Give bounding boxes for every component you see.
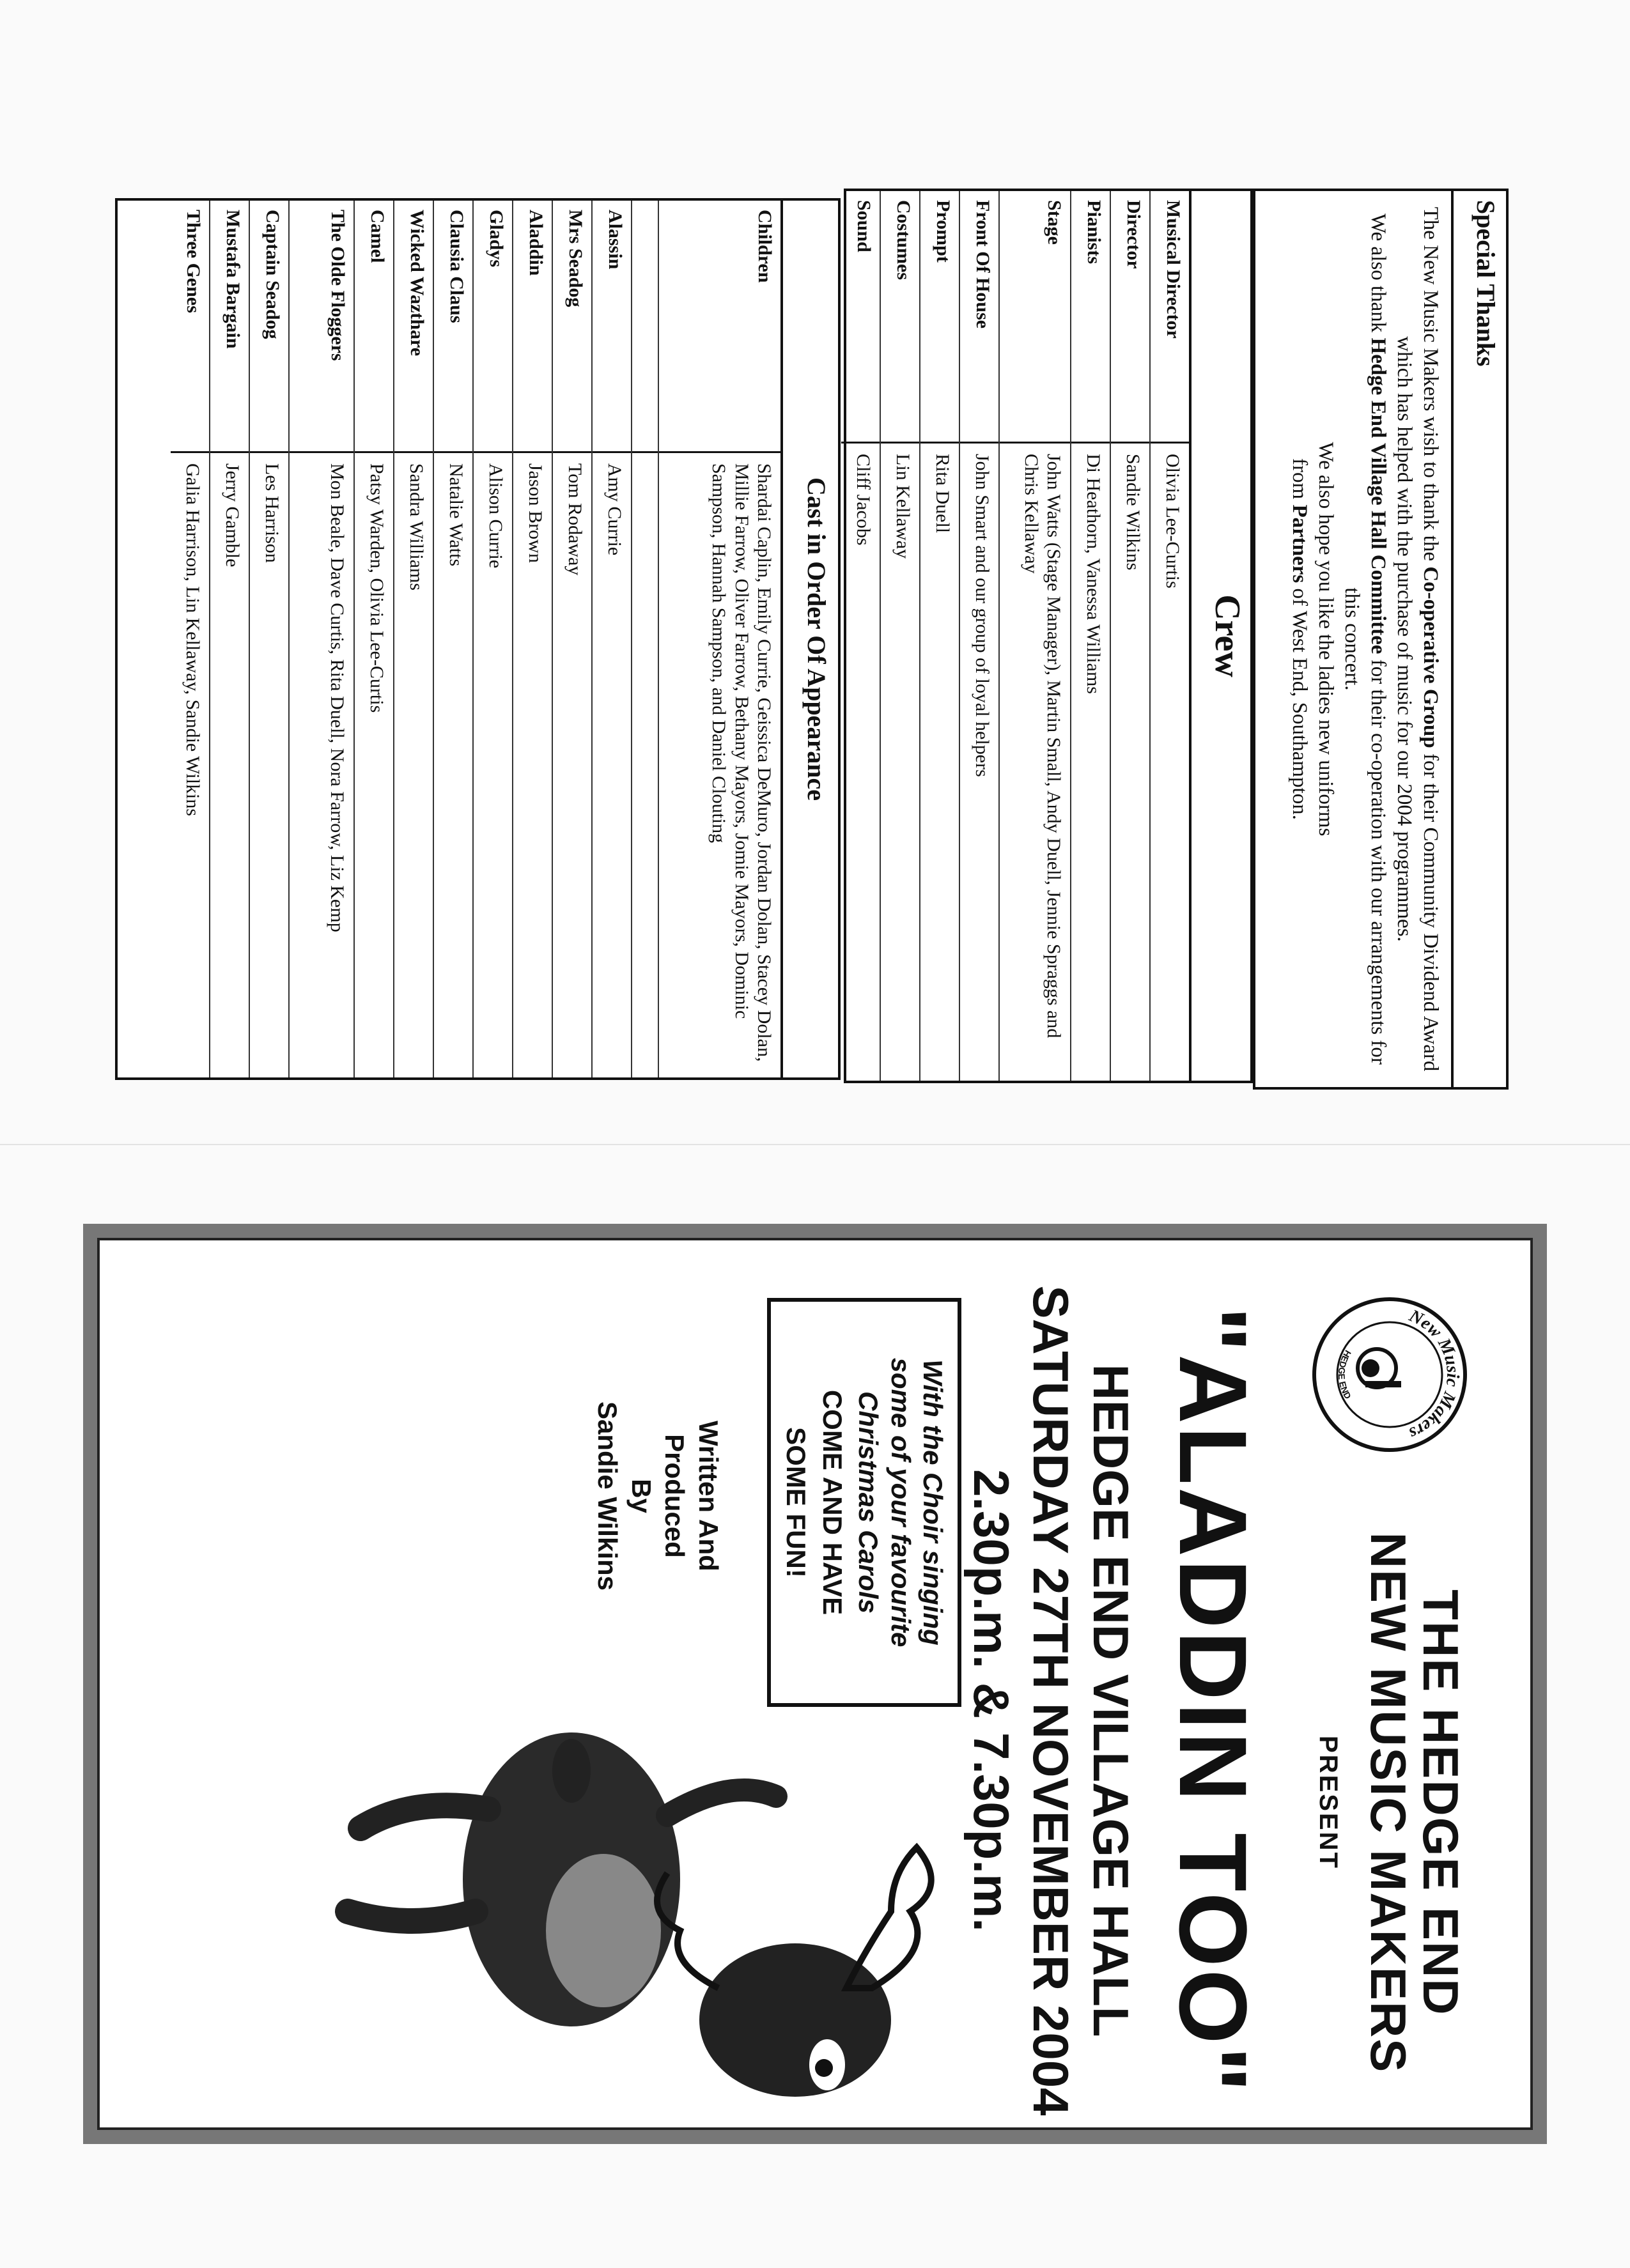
cast-role xyxy=(632,201,658,453)
crew-row xyxy=(880,191,919,1081)
cast-actor: Galia Harrison, Lin Kellaway, Sandie Wilkins xyxy=(182,463,203,816)
cast-role: Clausia Claus xyxy=(434,201,472,453)
choir-callout-box xyxy=(767,1298,961,1707)
crew-table-header: Crew xyxy=(1189,191,1250,1081)
crew-name: John Watts (Stage Manager), Martin Small, Andy Duell, Jennie Spraggs and Chris Kellaway xyxy=(1020,454,1064,1038)
thanks-sponsor: Co-operative Group xyxy=(1419,566,1442,748)
choir-fun-line: COME AND HAVE xyxy=(817,1389,848,1616)
crew-row xyxy=(959,191,998,1081)
crew-role: Prompt xyxy=(920,191,959,444)
crew-name: Lin Kellaway xyxy=(892,454,913,559)
cast-role: Camel xyxy=(355,201,393,453)
cast-row xyxy=(433,201,472,1077)
cast-row xyxy=(353,201,393,1077)
cast-row xyxy=(591,201,631,1077)
crew-role: Stage xyxy=(1000,191,1070,444)
credit-line: Produced xyxy=(660,1434,690,1558)
cast-actor xyxy=(632,453,658,1077)
thanks-text: We also hope you like the ladies new uniforms xyxy=(1314,442,1338,837)
cast-role: Children xyxy=(659,201,780,453)
crew-name: Olivia Lee-Curtis xyxy=(1162,454,1183,589)
cast-actor: Amy Currie xyxy=(604,463,625,556)
credits xyxy=(591,1317,725,1675)
show-times: 2.30p.m. & 7.30p.m. xyxy=(963,1469,1020,1932)
new-music-makers-logo xyxy=(1307,1292,1473,1458)
thanks-text: from xyxy=(1288,458,1312,505)
crew-row xyxy=(1149,191,1189,1081)
cast-actor: Sandra Williams xyxy=(406,463,427,591)
thanks-text: The New Music Makers wish to thank the xyxy=(1419,206,1442,567)
crew-row xyxy=(1070,191,1110,1081)
cast-role: Wicked Wazthare xyxy=(394,201,433,453)
cast-role: Mrs Seadog xyxy=(553,201,591,453)
cast-table-header: Cast in Order Of Appearance xyxy=(780,201,838,1077)
crew-role: Sound xyxy=(841,191,880,444)
cast-role: Captain Seadog xyxy=(250,201,288,453)
choir-line: Christmas Carols xyxy=(853,1391,884,1614)
credit-author: Sandie Wilkins xyxy=(593,1401,623,1591)
special-thanks-header: Special Thanks xyxy=(1451,191,1506,1087)
venue: HEDGE END VILLAGE HALL xyxy=(1083,1364,1139,2037)
cast-row xyxy=(631,201,658,1077)
crew-name: Sandie Wilkins xyxy=(1122,454,1144,571)
cast-actor: Shardai Caplin, Emily Currie, Geissica DeMuro, Jordan Dolan, Stacey Dolan, Millie Farrow, Oliver Farrow, Bethany Mayors, Jomie Mayors, Dominic Sampson, Hannah Sampson, and Daniel Clouting xyxy=(708,463,775,1062)
crew-role: Pianists xyxy=(1071,191,1110,444)
cast-row xyxy=(472,201,512,1077)
thanks-sponsor: Partners xyxy=(1288,504,1312,583)
cast-role: Mustafa Bargain xyxy=(210,201,249,453)
thanks-text: We also thank xyxy=(1367,213,1390,338)
cast-table xyxy=(115,198,841,1080)
crew-name: John Smart and our group of loyal helpers xyxy=(972,454,993,777)
crew-row xyxy=(1110,191,1149,1081)
crew-name: Rita Duell xyxy=(932,454,953,534)
choir-fun-line: SOME FUN! xyxy=(781,1427,812,1578)
crew-table xyxy=(844,189,1253,1083)
show-title: "ALADDIN TOO" xyxy=(1160,1306,1267,2095)
cast-row xyxy=(552,201,591,1077)
cast-role: Three Genes xyxy=(171,201,209,453)
org-name-line1: THE HEDGE END xyxy=(1413,1589,1469,2016)
thanks-text: for their Community Dividend Award which has helped with the purchase of music for our 2004 programmes. xyxy=(1393,336,1442,1072)
cast-role: Aladdin xyxy=(513,201,552,453)
cast-row xyxy=(249,201,288,1077)
reindeer-illustration xyxy=(284,1720,987,2116)
cast-actor: Natalie Watts xyxy=(446,463,467,567)
crew-row xyxy=(841,191,880,1081)
show-date: SATURDAY 27TH NOVEMBER 2004 xyxy=(1023,1285,1080,2116)
credit-line: By xyxy=(626,1479,656,1513)
cast-actor: Patsy Warden, Olivia Lee-Curtis xyxy=(366,463,387,713)
crew-row xyxy=(919,191,959,1081)
crew-row xyxy=(998,191,1070,1081)
crew-name: Di Heathorn, Vanessa Williams xyxy=(1083,454,1104,694)
choir-line: some of your favourite xyxy=(885,1357,916,1647)
special-thanks-box xyxy=(1253,189,1509,1090)
svg-text:HEDGE END: HEDGE END xyxy=(1336,1348,1354,1401)
cast-row xyxy=(209,201,249,1077)
cast-row xyxy=(658,201,780,1077)
crew-role: Musical Director xyxy=(1151,191,1189,444)
cover-panel xyxy=(83,1224,1547,2144)
cast-actor: Jerry Gamble xyxy=(222,463,243,567)
crew-role: Director xyxy=(1111,191,1149,444)
org-name-line2: NEW MUSIC MAKERS xyxy=(1360,1532,1417,2074)
thanks-text: of West End, Southampton. xyxy=(1288,583,1312,820)
cast-role: The Olde Floggers xyxy=(290,201,353,453)
cast-row xyxy=(393,201,433,1077)
present-label: PRESENT xyxy=(1314,1736,1343,1870)
cast-row xyxy=(512,201,552,1077)
thanks-text: for their co-operation with our arrangements for this concert. xyxy=(1340,587,1390,1065)
cast-actor: Alison Currie xyxy=(485,463,506,569)
thanks-sponsor: Hedge End Village Hall Committee xyxy=(1367,337,1390,654)
cast-role: Gladys xyxy=(474,201,512,453)
crew-role: Costumes xyxy=(881,191,919,444)
cast-actor: Tom Rodaway xyxy=(564,463,586,576)
cast-actor: Jason Brown xyxy=(525,463,546,563)
credit-line: Written And xyxy=(694,1421,724,1571)
crew-name: Cliff Jacobs xyxy=(853,454,874,546)
cast-actor: Les Harrison xyxy=(261,463,283,563)
cast-actor: Mon Beale, Dave Curtis, Rita Duell, Nora Farrow, Liz Kemp xyxy=(327,463,348,932)
choir-line: With the Choir singing xyxy=(918,1359,948,1646)
cast-row xyxy=(288,201,353,1077)
special-thanks-text xyxy=(1279,191,1451,1087)
crew-role: Front Of House xyxy=(960,191,998,444)
cast-row xyxy=(171,201,209,1077)
svg-text:New Music Makers: New Music Makers xyxy=(1406,1306,1463,1444)
cast-role: Alassin xyxy=(593,201,631,453)
